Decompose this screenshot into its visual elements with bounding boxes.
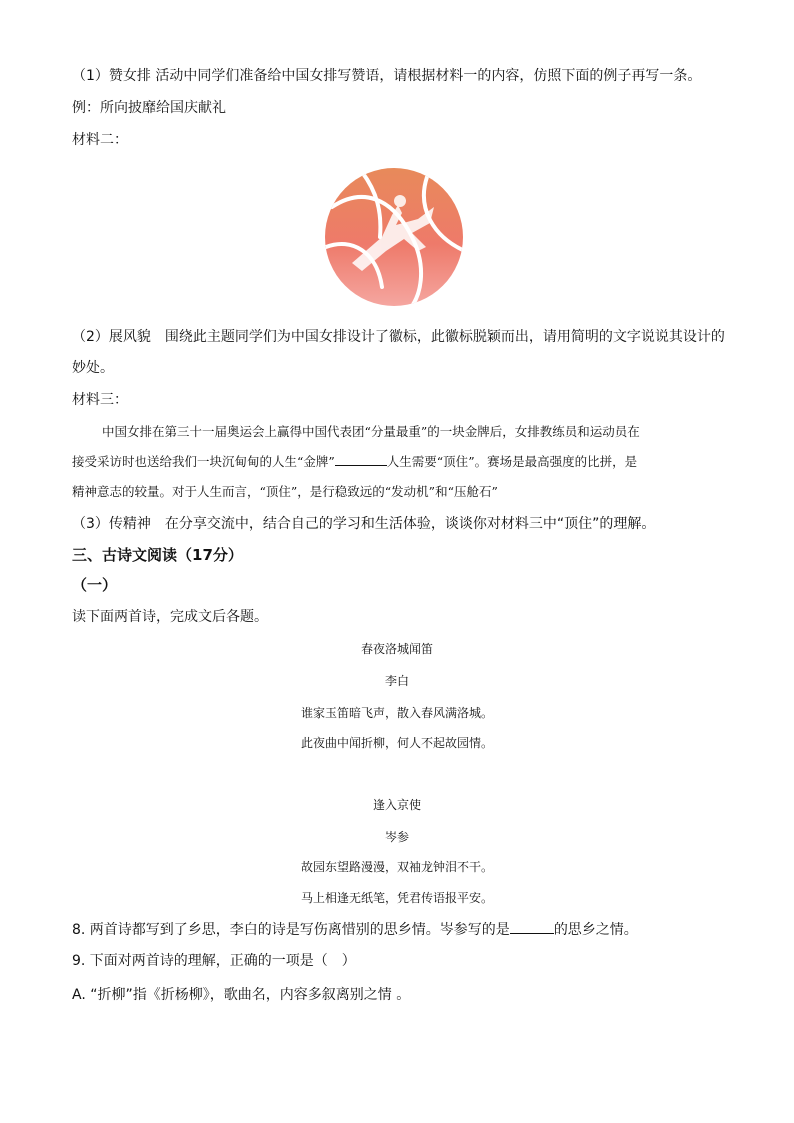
instruction-text: 读下面两首诗，完成文后各题。 <box>72 609 268 625</box>
poem-1-author: 李白 <box>384 674 409 688</box>
material-3-line-2-part-b: 人生需要“顶住”。赛场是最高强度的比拼，是 <box>386 454 638 469</box>
answer-blank <box>510 921 554 934</box>
volleyball-emblem-icon <box>322 167 472 312</box>
option-a-end: 。 <box>396 987 411 1003</box>
material-3-line-3: 精神意志的较量。对于人生而言，“顶住”，是行稳致远的“发动机”和“压舱石” <box>72 484 498 499</box>
poem-2-author: 岑参 <box>384 830 409 844</box>
question-2-line-1: （2）展风貌 围绕此主题同学们为中国女排设计了徽标，此徽标脱颖而出，请用简明的文字说说其设计的 <box>72 329 725 345</box>
poem-1-line-2: 此夜曲中闻折柳，何人不起故园情。 <box>300 736 493 750</box>
question-1: （1）赞女排 活动中同学们准备给中国女排写赞语，请根据材料一的内容，仿照下面的例子再写一条。 <box>72 68 702 84</box>
answer-blank <box>335 453 387 466</box>
material-3-label: 材料三： <box>72 392 128 408</box>
question-8-part-b: 的思乡之情。 <box>553 922 638 938</box>
material-3-line-2-part-a: 接受采访时也送给我们一块沉甸甸的人生“金牌” <box>72 454 335 469</box>
material-3-line-1: 中国女排在第三十一届奥运会上赢得中国代表团“分量最重”的一块金牌后，女排教练员和运动员在 <box>102 424 640 439</box>
poem-1-line-1: 谁家玉笛暗飞声，散入春风满洛城。 <box>300 706 493 720</box>
subsection-1-heading: （一） <box>72 576 118 594</box>
poem-2-line-1: 故园东望路漫漫，双袖龙钟泪不干。 <box>300 860 493 874</box>
material-3-line-2 <box>72 452 637 472</box>
question-8 <box>72 920 638 940</box>
poem-2-line-2: 马上相逢无纸笔，凭君传语报平安。 <box>300 891 493 905</box>
question-8-part-a: 8. 两首诗都写到了乡思，李白的诗是写伤离惜别的思乡情。岑参写的是 <box>72 922 510 938</box>
option-a <box>72 985 410 1005</box>
question-9: 9. 下面对两首诗的理解，正确的一项是（ ） <box>72 953 356 969</box>
option-a-text: A. “折柳”指《折杨柳》，歌曲名，内容多叙离别之情 <box>72 987 392 1003</box>
question-3: （3）传精神 在分享交流中，结合自己的学习和生活体验，谈谈你对材料三中“顶住”的理解。 <box>72 516 656 532</box>
poem-2-title: 逢入京使 <box>372 798 421 812</box>
question-2-line-2: 妙处。 <box>72 360 114 376</box>
section-3-heading: 三、古诗文阅读（17分） <box>72 546 243 564</box>
poem-1-title: 春夜洛城闻笛 <box>360 642 433 656</box>
example-text: 例：所向披靡给国庆献礼 <box>72 100 226 116</box>
material-2-label: 材料二： <box>72 132 128 148</box>
